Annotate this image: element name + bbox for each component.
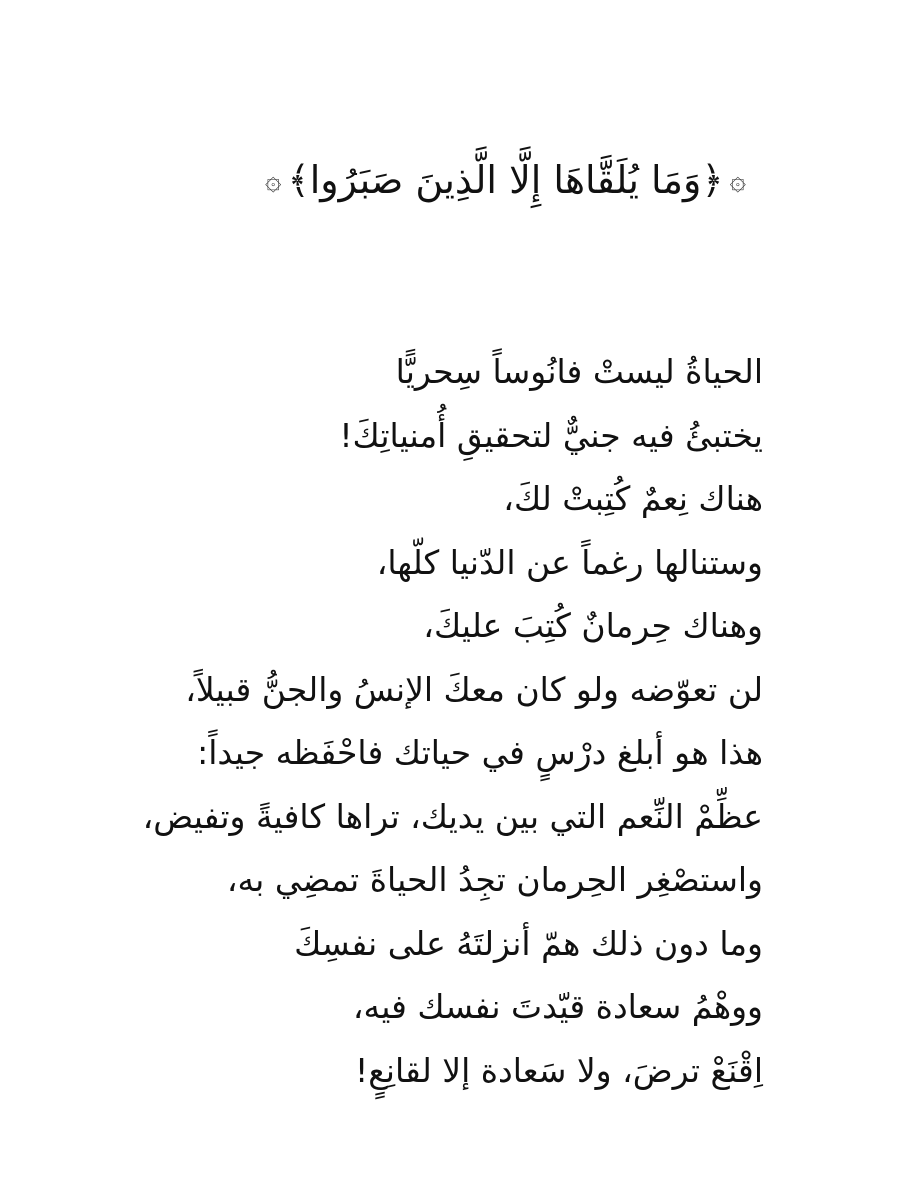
poem-line: هناك نِعمٌ كُتِبتْ لكَ، [503,479,763,518]
poem-line: لن تعوّضه ولو كان معكَ الإنسُ والجنُّ قبيلاً، [185,669,763,709]
quran-verse [126,148,746,212]
poem-line: يختبئُ فيه جنيٌّ لتحقيقِ أُمنياتِكَ! [339,415,763,455]
poem-line: وهناك حِرمانٌ كُتِبَ عليكَ، [423,606,763,645]
poem-line: الحياةُ ليستْ فانُوساً سِحريًّا [395,352,763,391]
poem-line: ووهْمُ سعادة قيّدتَ نفسك فيه، [352,987,763,1026]
poem-line: وستنالها رغماً عن الدّنيا كلّها، [376,542,763,582]
poem-line: اِقْنَعْ ترضَ، ولا سَعادة إلا لقانِعٍ! [355,1050,763,1090]
poem-body [123,340,763,1102]
page-top-mark [286,0,306,4]
verse-end-ornament-icon: ۞ [265,163,282,196]
verse-text: ﴿وَمَا يُلَقَّاهَا إِلَّا الَّذِينَ صَبَرُوا﴾ [287,158,724,202]
poem-line: هذا هو أبلغ درْسٍ في حياتك فاحْفَظه جيداً: [197,733,763,772]
verse-start-ornament-icon: ۞ [729,163,746,196]
poem-line: واستصْغِر الحِرمان تجِدُ الحياةَ تمضِي به، [226,860,763,899]
poem-line: عظِّمْ النِّعم التي بين يديك، تراها كافيةً وتفيض، [142,796,763,836]
poem-line: وما دون ذلك همّ أنزلتَهُ على نفسِكَ [294,923,763,963]
